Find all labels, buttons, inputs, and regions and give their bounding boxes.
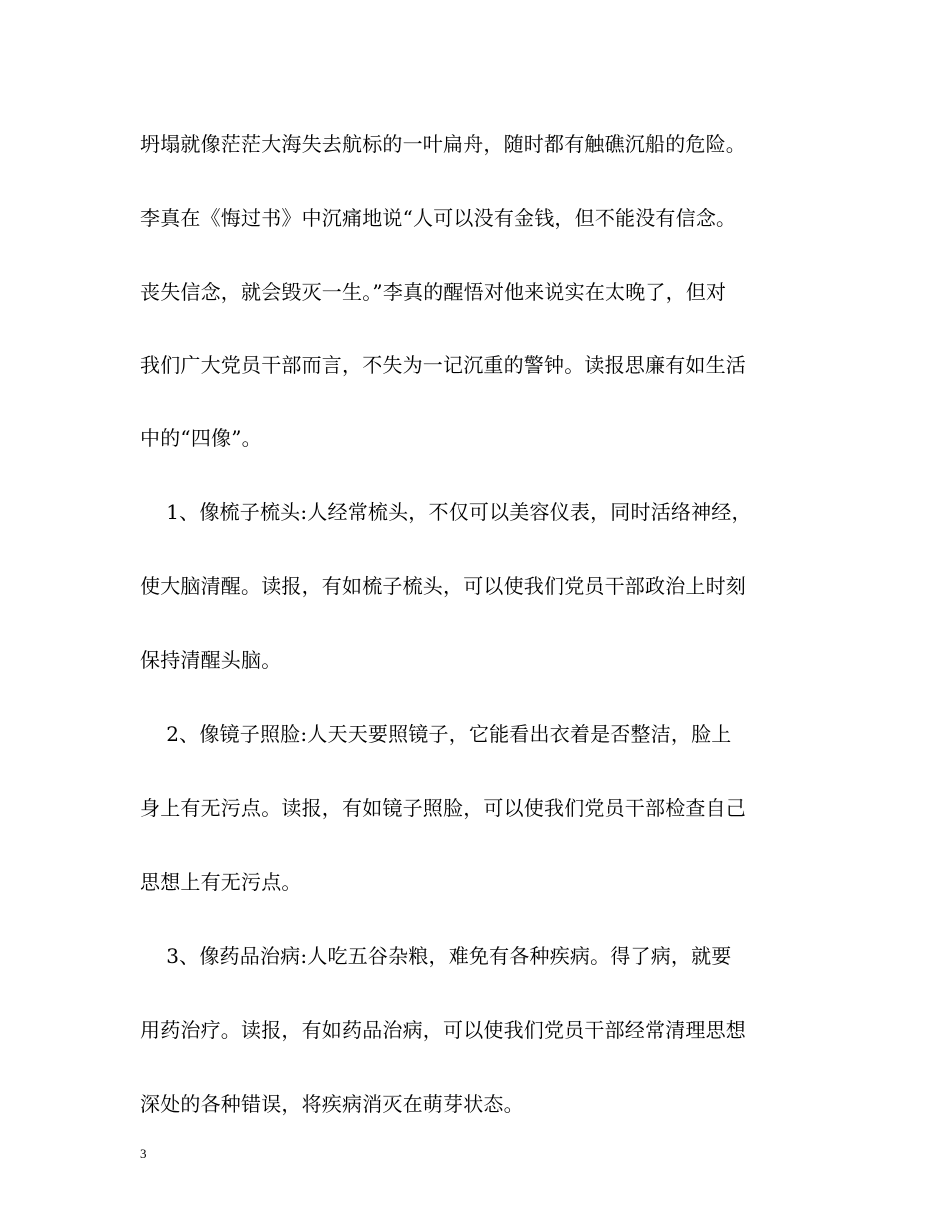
- text-line: 深处的各种错误，将疾病消灭在萌芽状态。: [140, 1092, 524, 1116]
- page-number: 3: [140, 1146, 147, 1161]
- text-line: 坍塌就像茫茫大海失去航标的一叶扁舟，随时都有触礁沉船的危险。: [140, 132, 746, 156]
- text-line: 中的“四像”。: [140, 426, 262, 450]
- paragraph-1-line: 1、像梳子梳头:人经常梳头，不仅可以美容仪表，同时活络神经，: [140, 500, 752, 524]
- text-line: 身上有无污点。读报，有如镜子照脸，可以使我们党员干部检查自己: [140, 796, 746, 820]
- text-line: 思想上有无污点。: [140, 870, 302, 894]
- text-line: 使大脑清醒。读报，有如梳子梳头，可以使我们党员干部政治上时刻: [140, 574, 746, 598]
- text-line: 我们广大党员干部而言，不失为一记沉重的警钟。读报思廉有如生活: [140, 353, 746, 377]
- text-line: 保持清醒头脑。: [140, 648, 282, 672]
- text-line: 李真在《悔过书》中沉痛地说“人可以没有金钱，但不能没有信念。: [140, 206, 737, 230]
- paragraph-2-line: 2、像镜子照脸:人天天要照镜子，它能看出衣着是否整洁，脸上: [140, 722, 732, 746]
- text-line: 用药治疗。读报，有如药品治病，可以使我们党员干部经常清理思想: [140, 1018, 746, 1042]
- text-line: 丧失信念，就会毁灭一生。”李真的醒悟对他来说实在太晚了，但对: [140, 280, 727, 304]
- paragraph-3-line: 3、像药品治病:人吃五谷杂粮，难免有各种疾病。得了病，就要: [140, 944, 732, 968]
